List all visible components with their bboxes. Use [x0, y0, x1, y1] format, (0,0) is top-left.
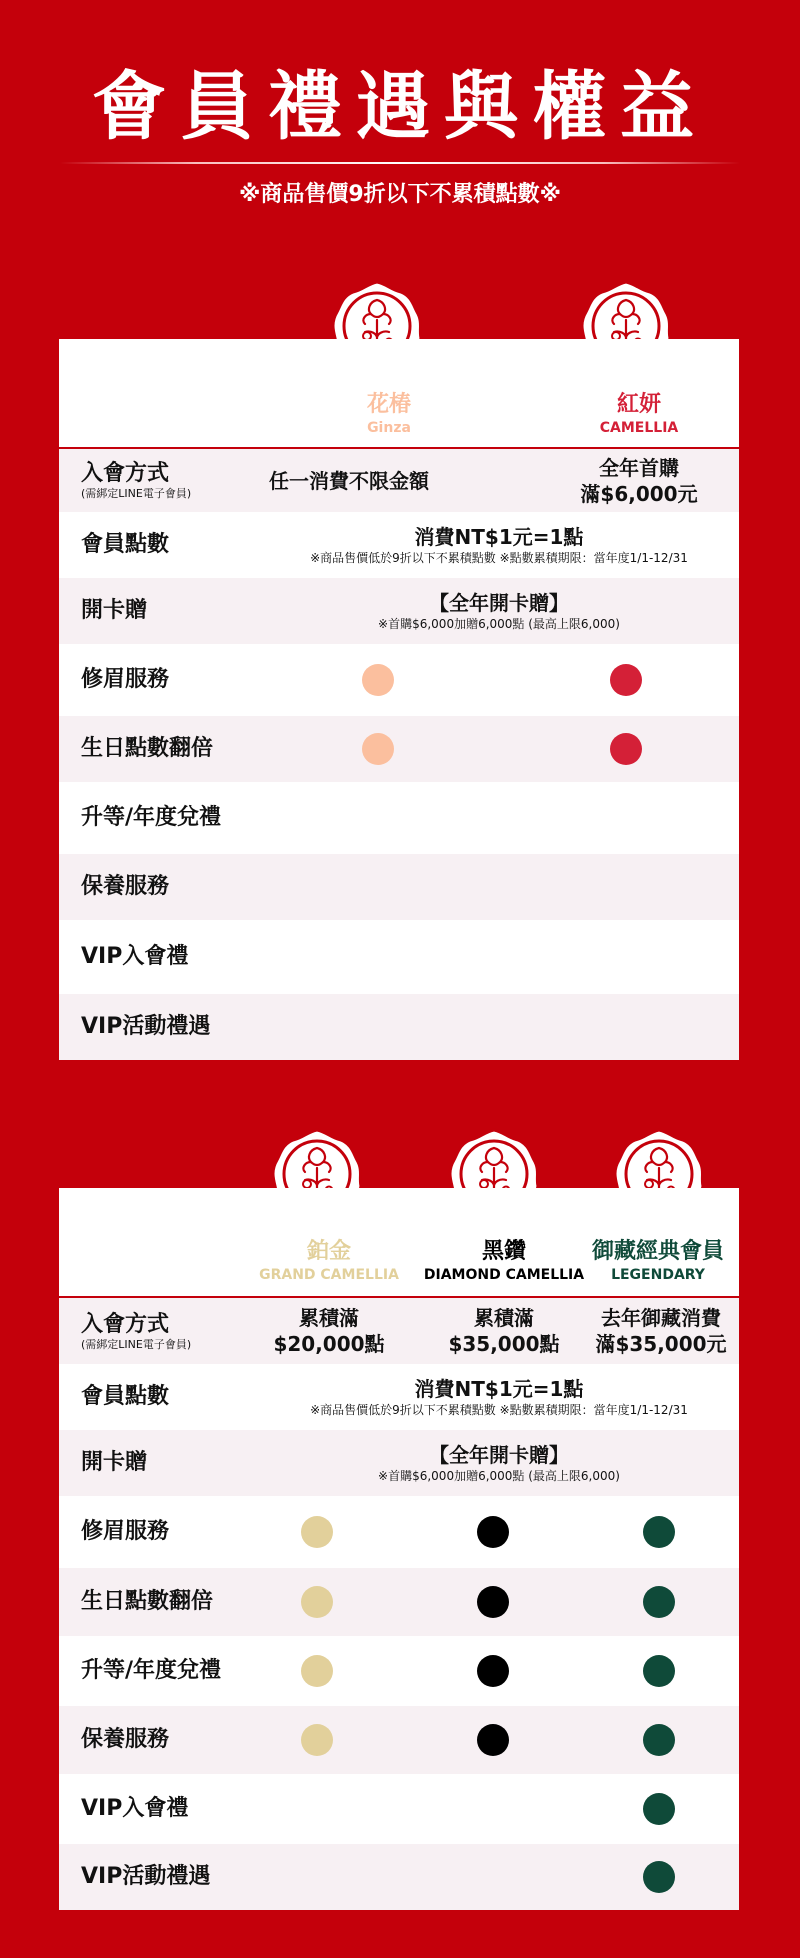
- benefit-dot-icon: [643, 1516, 675, 1548]
- benefit-dot-icon: [301, 1655, 333, 1687]
- row-label: 會員點數: [81, 1384, 170, 1409]
- row-label: 開卡贈: [81, 1450, 148, 1475]
- row-join: [59, 1298, 739, 1364]
- benefit-dot-icon: [610, 664, 642, 696]
- row-vip-welcome: [59, 1774, 739, 1844]
- row-label: 升等/年度兌禮: [81, 1658, 222, 1683]
- tier-table-basic: [59, 339, 739, 1060]
- benefit-dot-icon: [643, 1861, 675, 1893]
- row-label: VIP入會禮: [81, 1796, 189, 1821]
- cell-camellia-join: 全年首購 滿$6,000元: [580, 455, 698, 506]
- benefit-dot-icon: [477, 1724, 509, 1756]
- row-label: 開卡贈: [81, 598, 148, 623]
- row-join: [59, 449, 739, 512]
- row-upgrade-gift: [59, 1636, 739, 1706]
- tier-table-premium: [59, 1188, 739, 1910]
- row-label: 修眉服務: [81, 1519, 170, 1544]
- page-title: 會員禮遇與權益: [92, 64, 708, 150]
- tier-legendary: 御藏經典會員 LEGENDARY: [591, 1239, 724, 1283]
- row-upgrade-gift: [59, 782, 739, 854]
- row-label: 生日點數翻倍: [81, 1589, 214, 1614]
- row-care-service: [59, 854, 739, 920]
- row-note: (需綁定LINE電子會員): [81, 1337, 192, 1351]
- benefit-dot-icon: [643, 1586, 675, 1618]
- row-label: 保養服務: [81, 874, 170, 899]
- cell-points: 消費NT$1元=1點 ※商品售價低於9折以下不累積點數 ※點數累積期限：當年度1/1-12/31: [310, 1377, 688, 1417]
- tier-ginza: 花椿 Ginza: [366, 392, 411, 436]
- row-label: 保養服務: [81, 1727, 170, 1752]
- row-label: 會員點數: [81, 532, 170, 557]
- title-divider: [60, 162, 740, 164]
- cell-diamond-join: 累積滿 $35,000點: [448, 1306, 560, 1356]
- row-label: VIP入會禮: [81, 944, 189, 969]
- row-birthday-points: [59, 716, 739, 782]
- benefit-dot-icon: [301, 1724, 333, 1756]
- benefit-dot-icon: [643, 1724, 675, 1756]
- row-vip-events: [59, 994, 739, 1060]
- row-brow-service: [59, 644, 739, 716]
- benefit-dot-icon: [477, 1655, 509, 1687]
- benefit-dot-icon: [301, 1516, 333, 1548]
- benefit-dot-icon: [643, 1655, 675, 1687]
- row-label: 入會方式: [81, 1311, 170, 1337]
- cell-points: 消費NT$1元=1點 ※商品售價低於9折以下不累積點數 ※點數累積期限：當年度1/1-12/31: [310, 525, 688, 565]
- benefit-dot-icon: [362, 664, 394, 696]
- row-label: 升等/年度兌禮: [81, 805, 222, 830]
- benefit-dot-icon: [362, 733, 394, 765]
- benefit-dot-icon: [643, 1793, 675, 1825]
- cell-card-gift: 【全年開卡贈】 ※首購$6,000加贈6,000點 (最高上限6,000): [378, 1443, 620, 1483]
- benefit-dot-icon: [610, 733, 642, 765]
- row-label: 生日點數翻倍: [81, 736, 214, 761]
- row-vip-welcome: [59, 920, 739, 994]
- row-care-service: [59, 1706, 739, 1774]
- row-note: (需綁定LINE電子會員): [81, 487, 192, 500]
- row-vip-events: [59, 1844, 739, 1910]
- tier-grand-camellia: 鉑金 GRAND CAMELLIA: [259, 1239, 399, 1283]
- row-birthday-points: [59, 1568, 739, 1636]
- benefit-dot-icon: [301, 1586, 333, 1618]
- cell-ginza-join: 任一消費不限金額: [269, 468, 429, 493]
- row-label: 修眉服務: [81, 667, 170, 692]
- row-points: [59, 1364, 739, 1430]
- cell-grand-join: 累積滿 $20,000點: [273, 1306, 385, 1356]
- row-label: VIP活動禮遇: [81, 1014, 211, 1039]
- header: [0, 0, 800, 230]
- page-subtitle: ※商品售價9折以下不累積點數※: [238, 182, 562, 207]
- tier-camellia: 紅妍 CAMELLIA: [599, 392, 679, 436]
- row-card-gift: [59, 578, 739, 644]
- cell-legendary-join: 去年御藏消費 滿$35,000元: [595, 1306, 727, 1356]
- benefit-dot-icon: [477, 1586, 509, 1618]
- row-label: 入會方式: [81, 461, 170, 486]
- tier-diamond-camellia: 黑鑽 DIAMOND CAMELLIA: [423, 1239, 585, 1283]
- row-label: VIP活動禮遇: [81, 1864, 211, 1889]
- benefit-dot-icon: [477, 1516, 509, 1548]
- row-card-gift: [59, 1430, 739, 1496]
- cell-card-gift: 【全年開卡贈】 ※首購$6,000加贈6,000點 (最高上限6,000): [378, 591, 620, 631]
- row-brow-service: [59, 1496, 739, 1568]
- row-points: [59, 512, 739, 578]
